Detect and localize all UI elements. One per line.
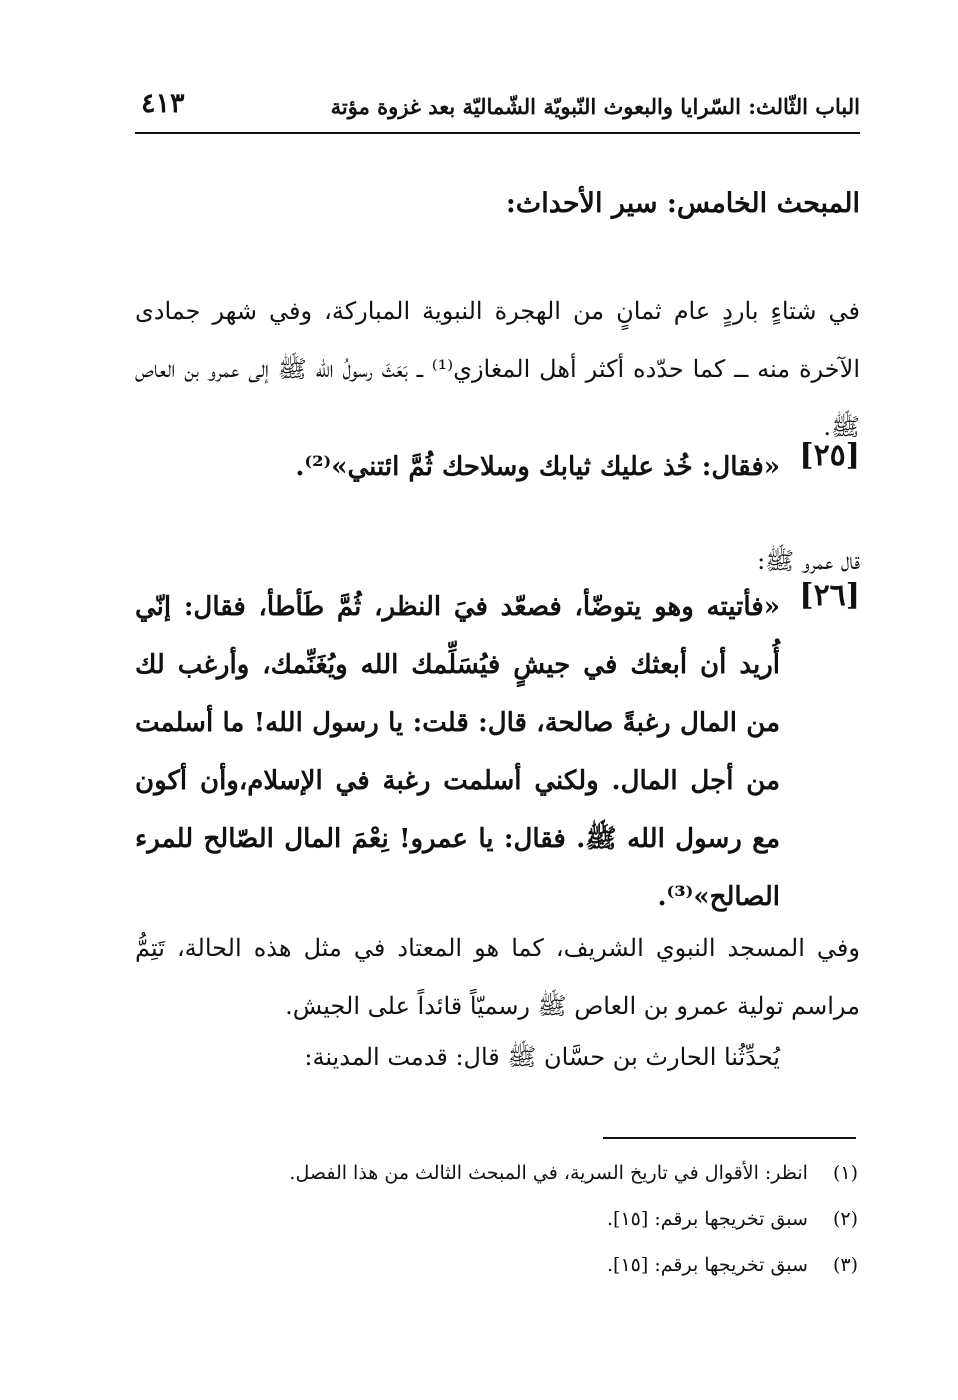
footnotes [133, 1150, 858, 1288]
footnote-text: سبق تخريجها برقم: [١٥]. [607, 1254, 808, 1276]
footnote-number: (١) [832, 1162, 858, 1184]
hadith-25 [135, 438, 860, 496]
mosque-paragraph: وفي المسجد النبوي الشريف، كما هو المعتاد في مثل هذه الحالة، تَتِمُّ مراسم تولية عمرو بن العاص ﷺ رسميّاً قائداً على الجيش. [135, 934, 860, 1020]
hadith-26 [135, 578, 860, 926]
harith-paragraph: يُحدِّثُنا الحارث بن حسَّان ﷺ قال: قدمت المدينة: [304, 1043, 780, 1071]
intro-paragraph: في شتاءٍ باردٍ عام ثمانٍ من الهجرة النبوية المباركة، وفي شهر جمادى الآخرة منه ــ كما حدّده أكثر أهل المغازي⁽¹⁾ ــ بَعَثَ رسولُ الله ﷺ إلى عمرو بن العاص ﷺ. [135, 297, 860, 441]
running-header [135, 88, 860, 134]
hadith-text: «فقال: خُذ عليك ثيابك وسلاحك ثُمَّ ائتني»⁽²⁾. [295, 452, 780, 482]
footnote-3 [133, 1242, 858, 1288]
amr-said-line: قال عمرو ﷺ: [757, 547, 860, 575]
footnote-number: (٣) [832, 1254, 858, 1276]
footnote-separator [603, 1137, 856, 1139]
hadith-text: «فأتيته وهو يتوضّأ، فصعّد فيَ النظر، ثُمَّ طَأطأ، فقال: إنّي أُريد أن أبعثك في جيشٍ فيُسَلِّمك الله ويُغَنِّمك، وأرغب لك من المال رغبةً صالحة، قال: قلت: يا رسول الله! ما أسلمت من أجل المال. ولكني أسلمت رغبة في الإسلام،وأن أكون مع رسول الله ﷺ. فقال: يا عمرو! نِعْمَ المال الصّالح للمرء الصالح»⁽³⁾. [135, 592, 780, 912]
section-heading: المبحث الخامس: سير الأحداث: [505, 188, 860, 219]
footnote-number: (٢) [832, 1208, 858, 1230]
footnote-text: سبق تخريجها برقم: [١٥]. [607, 1208, 808, 1230]
hadith-number: [٢٦] [799, 578, 860, 613]
footnote-text: انظر: الأقوال في تاريخ السرية، في المبحث الثالث من هذا الفصل. [289, 1162, 808, 1184]
footnote-1 [133, 1150, 858, 1196]
running-title: الباب الثّالث: السّرايا والبعوث النّبويّة الشّماليّة بعد غزوة مؤتة [330, 94, 860, 119]
page-number: ٤١٣ [141, 88, 185, 119]
footnote-2 [133, 1196, 858, 1242]
hadith-number: [٢٥] [799, 438, 860, 473]
